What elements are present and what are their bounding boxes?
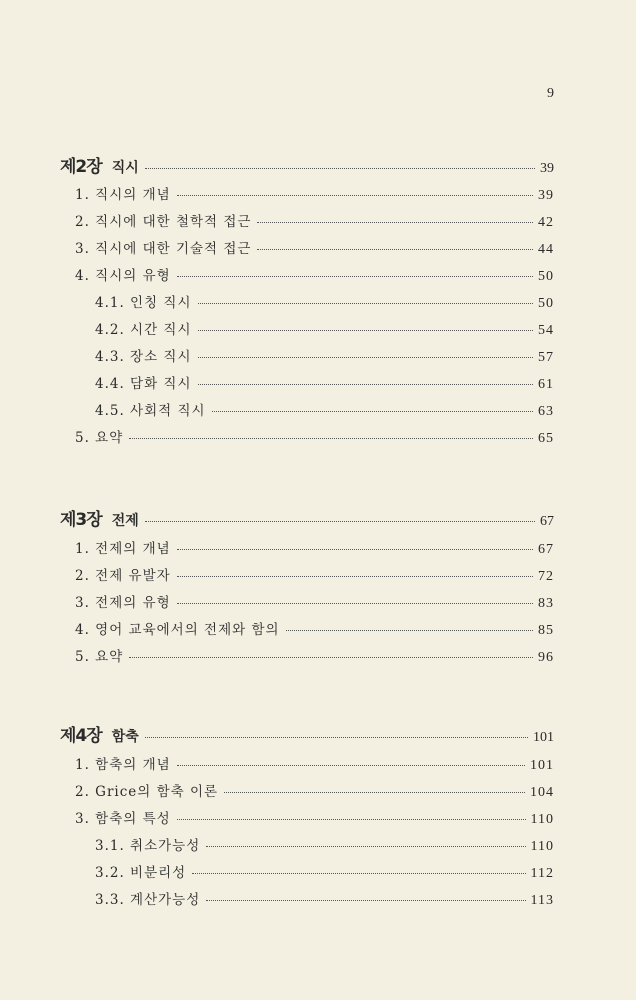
- entry-label: 4.3. 장소 직시: [95, 349, 192, 365]
- page-ref: 44: [538, 242, 554, 257]
- dot-leader: [198, 330, 533, 331]
- page-ref: 63: [538, 404, 554, 419]
- toc-entry[interactable]: [75, 426, 554, 447]
- toc-entry[interactable]: [75, 237, 554, 258]
- entry-label: 3.3. 계산가능성: [95, 892, 201, 908]
- toc-entry[interactable]: [75, 753, 554, 774]
- page-ref: 112: [530, 866, 554, 881]
- dot-leader: [212, 411, 533, 412]
- toc-entry[interactable]: [75, 264, 554, 285]
- dot-leader: [177, 819, 526, 820]
- page-number: 9: [547, 86, 554, 101]
- entry-label: 4.1. 인칭 직시: [95, 295, 192, 311]
- toc-entry[interactable]: [75, 780, 554, 801]
- dot-leader: [198, 384, 533, 385]
- page-ref: 110: [530, 812, 554, 827]
- entry-label: 3. 전제의 유형: [75, 595, 171, 611]
- toc-entry[interactable]: [75, 183, 554, 204]
- entry-label: 5. 요약: [75, 430, 124, 446]
- toc-entry[interactable]: [75, 537, 554, 558]
- chapter-title: 전제: [111, 513, 139, 529]
- chapter-title: 직시: [111, 160, 139, 176]
- chapter-title: 함축: [111, 729, 139, 745]
- toc-entry[interactable]: [75, 645, 554, 666]
- entry-label: 3. 함축의 특성: [75, 811, 171, 827]
- chapter-heading-4[interactable]: [60, 721, 554, 746]
- toc-entry[interactable]: [95, 834, 554, 855]
- page-ref: 67: [538, 542, 554, 557]
- dot-leader: [198, 303, 533, 304]
- toc-entry[interactable]: [75, 564, 554, 585]
- page-ref: 113: [530, 893, 554, 908]
- entry-label: 4. 영어 교육에서의 전제와 함의: [75, 622, 280, 638]
- toc-entry[interactable]: [75, 807, 554, 828]
- entry-label: 4.5. 사회적 직시: [95, 403, 206, 419]
- toc-entry[interactable]: [95, 372, 554, 393]
- page-ref: 104: [530, 785, 554, 800]
- entry-label: 3.1. 취소가능성: [95, 838, 201, 854]
- dot-leader: [206, 900, 525, 901]
- page-ref: 61: [538, 377, 554, 392]
- page-ref: 57: [538, 350, 554, 365]
- dot-leader: [286, 630, 533, 631]
- toc-entry[interactable]: [95, 345, 554, 366]
- entry-label: 2. 전제 유발자: [75, 568, 171, 584]
- page-ref: 39: [538, 188, 554, 203]
- dot-leader: [198, 357, 533, 358]
- chapter-heading-2[interactable]: [60, 152, 554, 177]
- page-ref: 50: [538, 269, 554, 284]
- entry-label: 1. 직시의 개념: [75, 187, 171, 203]
- chapter-heading-3[interactable]: [60, 505, 554, 530]
- entry-label: 2. Grice의 함축 이론: [75, 784, 219, 800]
- entry-label: 4.2. 시간 직시: [95, 322, 192, 338]
- chapter-number: 제2장: [60, 157, 102, 177]
- entry-label: 2. 직시에 대한 철학적 접근: [75, 214, 252, 230]
- toc-entry[interactable]: [95, 399, 554, 420]
- toc-entry[interactable]: [95, 318, 554, 339]
- page-ref: 85: [538, 623, 554, 638]
- page-ref: 101: [533, 730, 554, 745]
- chapter-number: 제3장: [60, 510, 102, 530]
- page-ref: 50: [538, 296, 554, 311]
- entry-label: 1. 함축의 개념: [75, 757, 171, 773]
- dot-leader: [257, 249, 533, 250]
- page-ref: 39: [540, 161, 554, 176]
- page-ref: 83: [538, 596, 554, 611]
- page-ref: 67: [540, 514, 554, 529]
- dot-leader: [224, 792, 525, 793]
- toc-entry[interactable]: [95, 888, 554, 909]
- entry-label: 3. 직시에 대한 기술적 접근: [75, 241, 252, 257]
- dot-leader: [177, 603, 533, 604]
- page-ref: 72: [538, 569, 554, 584]
- page-ref: 110: [530, 839, 554, 854]
- page-ref: 96: [538, 650, 554, 665]
- toc-entry[interactable]: [95, 861, 554, 882]
- entry-label: 5. 요약: [75, 649, 124, 665]
- page-ref: 101: [530, 758, 554, 773]
- entry-label: 4.4. 담화 직시: [95, 376, 192, 392]
- dot-leader: [145, 521, 535, 522]
- page-ref: 54: [538, 323, 554, 338]
- page-ref: 65: [538, 431, 554, 446]
- dot-leader: [129, 438, 533, 439]
- entry-label: 3.2. 비분리성: [95, 865, 187, 881]
- toc-entry[interactable]: [95, 291, 554, 312]
- page-ref: 42: [538, 215, 554, 230]
- dot-leader: [145, 737, 528, 738]
- dot-leader: [192, 873, 525, 874]
- dot-leader: [177, 195, 533, 196]
- dot-leader: [177, 576, 533, 577]
- dot-leader: [129, 657, 533, 658]
- dot-leader: [257, 222, 533, 223]
- dot-leader: [206, 846, 525, 847]
- chapter-number: 제4장: [60, 726, 102, 746]
- entry-label: 4. 직시의 유형: [75, 268, 171, 284]
- toc-entry[interactable]: [75, 618, 554, 639]
- entry-label: 1. 전제의 개념: [75, 541, 171, 557]
- dot-leader: [177, 276, 533, 277]
- dot-leader: [177, 549, 533, 550]
- dot-leader: [145, 168, 535, 169]
- dot-leader: [177, 765, 525, 766]
- toc-entry[interactable]: [75, 210, 554, 231]
- toc-entry[interactable]: [75, 591, 554, 612]
